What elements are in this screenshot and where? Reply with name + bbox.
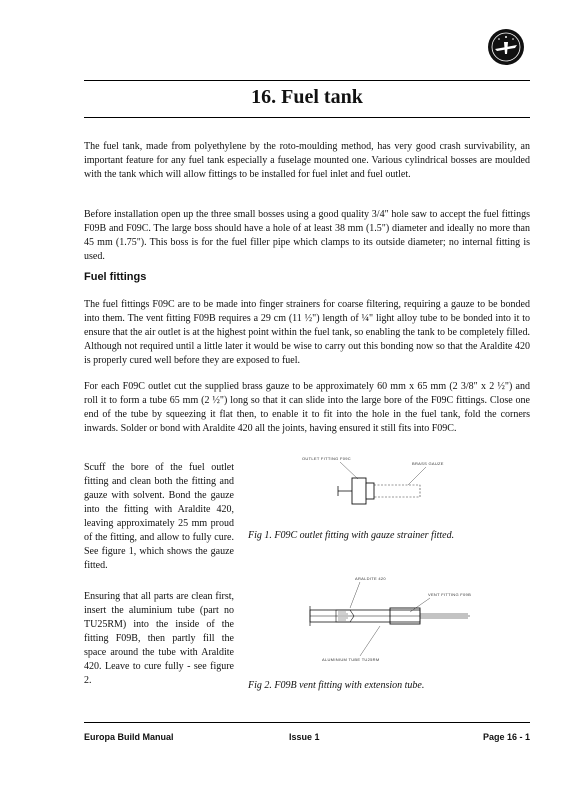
fittings-paragraph-2: For each F09C outlet cut the supplied brass gauze to be approximately 60 mm x 65 mm (2 3/8" x 2 ½") and roll it to form a tube 65 mm (2 ½") long so that it can slide into the large bore of the F09C fittings. Close one end of the tube by squeezing it flat then, to enable it to fit into the hole in the fuel tank, fold the corners inwards. Solder or bond with Araldite 420 all the joints, having ensured it still fits into F09C. [84, 381, 530, 434]
footer-manual-name: Europa Build Manual [84, 732, 174, 742]
page-title: 16. Fuel tank [251, 86, 363, 108]
figure-1-diagram [300, 455, 480, 525]
intro-paragraph-2: Before installation open up the three small bosses using a good quality 3/4" hole saw to accept the fuel fittings F09B and F09C. The large boss should have a hole of at least 38 mm (1.5") diameter and ideally no more than 45 mm (1.75"). This boss is for the fuel filler pipe which clamps to its outside diameter; no internal fitting is used. [84, 209, 530, 262]
figure-2-diagram [300, 568, 480, 678]
fittings-paragraph-1: The fuel fittings F09C are to be made into finger strainers for coarse filtering, requiring a gauze to be bonded into them. The vent fitting F09B requires a 29 cm (11 ½") length of ¼" light alloy tube to be bonded into it to ensure that the air outlet is at the highest point within the fuel tank, so enabling the tank to be completely filled. Although not required until a little later it would be wise to carry out this bonding now so that the Araldite 420 is properly cured well before they are exposed to fuel. [84, 299, 530, 366]
fittings-paragraph-3: Scuff the bore of the fuel outlet fitting and clean both the fitting and gauze with solvent. Bond the gauze into the fitting with Araldite 420, leaving approximately 25 mm proud of the fitting, and allow to fully cure. See figure 1, which shows the gauze fitted. [84, 462, 234, 571]
fittings-paragraph-4: Ensuring that all parts are clean first, insert the aluminium tube (part no TU25RM) into the inside of the fitting F09B, then partly fill the space around the tube with Araldite 420. Leave to cure fully - see figure 2. [84, 591, 234, 686]
fig1-label-outlet-fitting: OUTLET FITTING F09C [302, 456, 351, 461]
intro-paragraph-1: The fuel tank, made from polyethylene by the roto-moulding method, has very good crash survivability, an important feature for any fuel tank especially a fuselage mounted one. Various cylindrical bosses are moulded with the tank which will allow fittings to be installed for fuel inlet and fuel outlet. [84, 141, 530, 180]
footer-issue: Issue 1 [289, 732, 320, 742]
roundel-logo-icon [487, 28, 525, 66]
fig2-label-vent-fitting: VENT FITTING F09B [428, 592, 472, 597]
title-rule-top [84, 80, 530, 81]
figure-2-caption: Fig 2. F09B vent fitting with extension tube. [248, 680, 425, 691]
footer-page-number: Page 16 - 1 [482, 732, 530, 742]
figure-1-caption: Fig 1. F09C outlet fitting with gauze strainer fitted. [248, 530, 455, 541]
title-rule-bottom [84, 117, 530, 118]
fig2-label-araldite: ARALDITE 420 [355, 576, 386, 581]
fig2-label-aluminium-tube: ALUMINIUM TUBE TU25RM [322, 657, 380, 662]
footer-rule [84, 722, 530, 723]
section-heading-fuel-fittings: Fuel fittings [84, 271, 147, 283]
fig1-label-brass-gauze: BRASS GAUZE [412, 461, 444, 466]
